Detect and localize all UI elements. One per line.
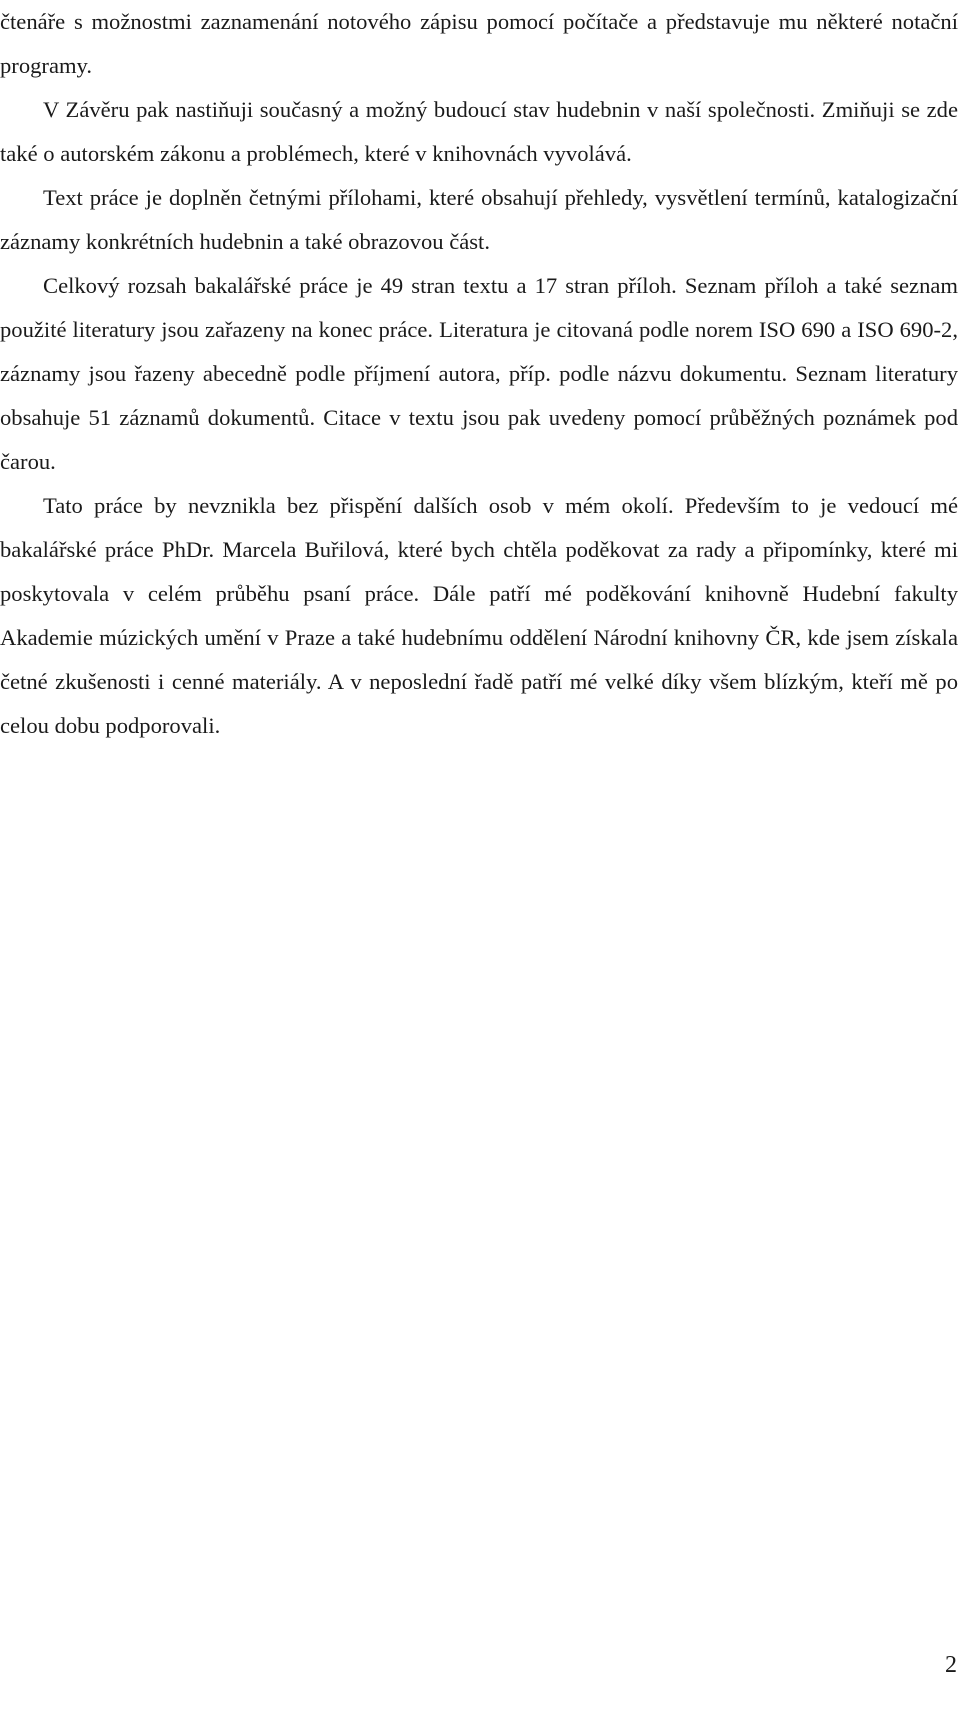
paragraph-appendices: Text práce je doplněn četnými přílohami, které obsahují přehledy, vysvětlení termínů, katalogizační záznamy konkrétních hudebnin a také obrazovou část. [0, 185, 958, 254]
paragraph-scope-and-literature: Celkový rozsah bakalářské práce je 49 stran textu a 17 stran příloh. Seznam příloh a také seznam použité literatury jsou zařazeny na konec práce. Literatura je citovaná podle norem ISO 690 a ISO 690-2, záznamy jsou řazeny abecedně podle příjmení autora, příp. podle názvu dokumentu. Seznam literatury obsahuje 51 záznamů dokumentů. Citace v textu jsou pak uvedeny pomocí průběžných poznámek pod čarou. [0, 273, 958, 474]
paragraph-intro-continuation: čtenáře s možnostmi zaznamenání notového zápisu pomocí počítače a představuje mu některé notační programy. [0, 9, 958, 78]
body-text [0, 0, 958, 748]
paragraph-acknowledgements: Tato práce by nevznikla bez přispění dalších osob v mém okolí. Především to je vedoucí mé bakalářské práce PhDr. Marcela Buřilová, které bych chtěla poděkovat za rady a připomínky, které mi poskytovala v celém průběhu psaní práce. Dále patří mé poděkování knihovně Hudební fakulty Akademie múzických umění v Praze a také hudebnímu oddělení Národní knihovny ČR, kde jsem získala četné zkušenosti i cenné materiály. A v neposlední řadě patří mé velké díky všem blízkým, kteří mě po celou dobu podporovali. [0, 493, 958, 738]
paragraph-conclusion-summary: V Závěru pak nastiňuji současný a možný budoucí stav hudebnin v naší společnosti. Zmiňuji se zde také o autorském zákonu a problémech, které v knihovnách vyvolává. [0, 97, 958, 166]
page-number: 2 [945, 1652, 957, 1678]
